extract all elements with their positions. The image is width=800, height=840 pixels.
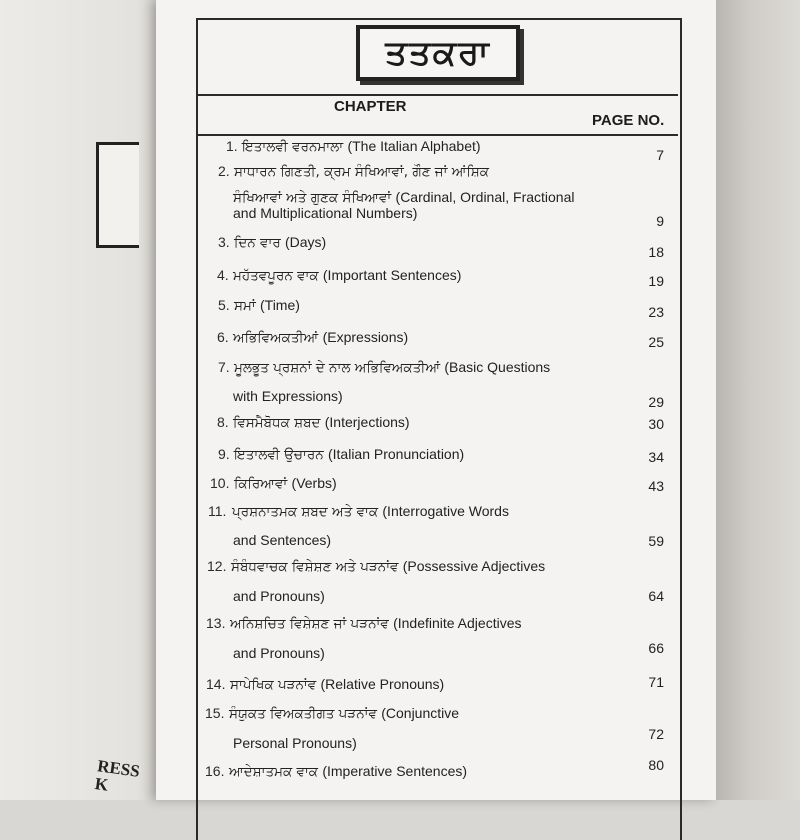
toc-entry-text: ਸੰਬੰਧਵਾਚਕ ਵਿਸ਼ੇਸ਼ਣ ਅਤੇ ਪੜਨਾਂਵ (Possessive Adjectives [231,558,546,575]
toc-entry-text: ਇਤਾਲਵੀ ਉਚਾਰਨ (Italian Pronunciation) [234,446,465,463]
toc-entry-text: ਸਾਧਾਰਨ ਗਿਣਤੀ, ਕ੍ਰਮ ਸੰਖਿਆਵਾਂ, ਗੌਣ ਜਾਂ ਆਂਸ਼ਿਕ [234,164,490,180]
stamp-line-2: K [93,774,110,795]
toc-entry-number: 6. [217,329,229,345]
toc-entry-page: 34 [648,449,664,465]
toc-entry-number: 14. [206,676,226,692]
toc-entry-page: 18 [648,244,664,260]
toc-entry-number: 1. [226,138,238,154]
toc-entry-number: 2. [218,163,230,179]
toc-entry-text: ਪ੍ਰਸ਼ਨਾਤਮਕ ਸ਼ਬਦ ਅਤੇ ਵਾਕ (Interrogative Words [232,503,509,520]
toc-entry-number: 10. [210,475,230,491]
toc-entry-page: 80 [648,757,664,773]
toc-entry-text: ਸਾਪੇਖਿਕ ਪੜਨਾਂਵ (Relative Pronouns) [230,676,445,693]
toc-entry-number: 16. [205,763,225,779]
toc-entry-text: ਅਨਿਸ਼ਚਿਤ ਵਿਸ਼ੇਸ਼ਣ ਜਾਂ ਪੜਨਾਂਵ (Indefinite Adjectives [230,615,522,632]
toc-entry-number: 8. [217,414,229,430]
toc-entry-page: 29 [648,394,664,410]
toc-entry-page: 30 [648,416,664,432]
column-header-page-no: PAGE NO. [592,112,665,129]
toc-entry-text: ਵਿਸਮੈਬੋਧਕ ਸ਼ਬਦ (Interjections) [233,414,410,431]
toc-entry-number: 9. [218,446,230,462]
toc-entry-text: and Sentences) [233,532,332,548]
title-box [356,25,520,81]
toc-entry-page: 71 [648,674,664,690]
toc-entry-page: 59 [648,533,664,549]
toc-entry-text: ਦਿਨ ਵਾਰ (Days) [234,234,327,251]
toc-entry-page: 23 [648,304,664,320]
toc-entry-number: 3. [218,234,230,250]
page-edge [716,0,800,800]
page-title: ਤਤਕਰਾ [385,33,491,73]
toc-entry-text: and Pronouns) [233,645,325,661]
toc-entry-text: ਆਦੇਸ਼ਾਤਮਕ ਵਾਕ (Imperative Sentences) [229,763,468,780]
toc-entry-text: ਮੂਲਭੂਤ ਪ੍ਰਸ਼ਨਾਂ ਦੇ ਨਾਲ ਅਭਿਵਿਅਕਤੀਆਂ (Basic Questions [234,359,551,376]
toc-entry-text: ਇਤਾਲਵੀ ਵਰਨਮਾਲਾ (The Italian Alphabet) [242,138,481,155]
toc-entry-text: ਕਿਰਿਆਵਾਂ (Verbs) [234,475,337,492]
toc-entry-text: ਸੰਖਿਆਵਾਂ ਅਤੇ ਗੁਣਕ ਸੰਖਿਆਵਾਂ (Cardinal, Ordinal, Fractional [233,189,575,206]
toc-entry-text: ਮਹੱਤਵਪੂਰਨ ਵਾਕ (Important Sentences) [233,267,462,284]
toc-entry-text: and Pronouns) [233,588,325,604]
toc-entry-page: 19 [648,273,664,289]
toc-entry-number: 5. [218,297,230,313]
toc-entry-text: with Expressions) [233,388,343,404]
adjacent-page [0,0,170,800]
adjacent-page-box [96,142,139,248]
toc-entry-page: 43 [648,478,664,494]
toc-entry-page: 9 [656,213,664,229]
toc-entry-text: ਸੰਯੁਕਤ ਵਿਅਕਤੀਗਤ ਪੜਨਾਂਵ (Conjunctive [229,705,460,722]
column-header-chapter: CHAPTER [334,98,407,115]
header-rule [198,94,678,96]
toc-entry-page: 7 [656,147,664,163]
toc-entry-number: 11. [208,503,227,519]
adjacent-page-stamp [94,757,141,799]
header-rule [198,134,678,136]
toc-entry-number: 7. [218,359,230,375]
toc-entry-text: Personal Pronouns) [233,735,357,751]
toc-entry-number: 13. [206,615,226,631]
toc-entry-number: 4. [217,267,229,283]
toc-entry-text: ਸਮਾਂ (Time) [234,297,300,314]
stamp-line-1: RESS [96,756,141,781]
toc-entry-page: 66 [648,640,664,656]
toc-entry-page: 25 [648,334,664,350]
toc-entry-number: 15. [205,705,225,721]
toc-entry-text: and Multiplicational Numbers) [233,205,418,221]
toc-entry-page: 64 [648,588,664,604]
toc-entry-text: ਅਭਿਵਿਅਕਤੀਆਂ (Expressions) [233,329,409,346]
toc-entry-page: 72 [648,726,664,742]
toc-entry-number: 12. [207,558,227,574]
